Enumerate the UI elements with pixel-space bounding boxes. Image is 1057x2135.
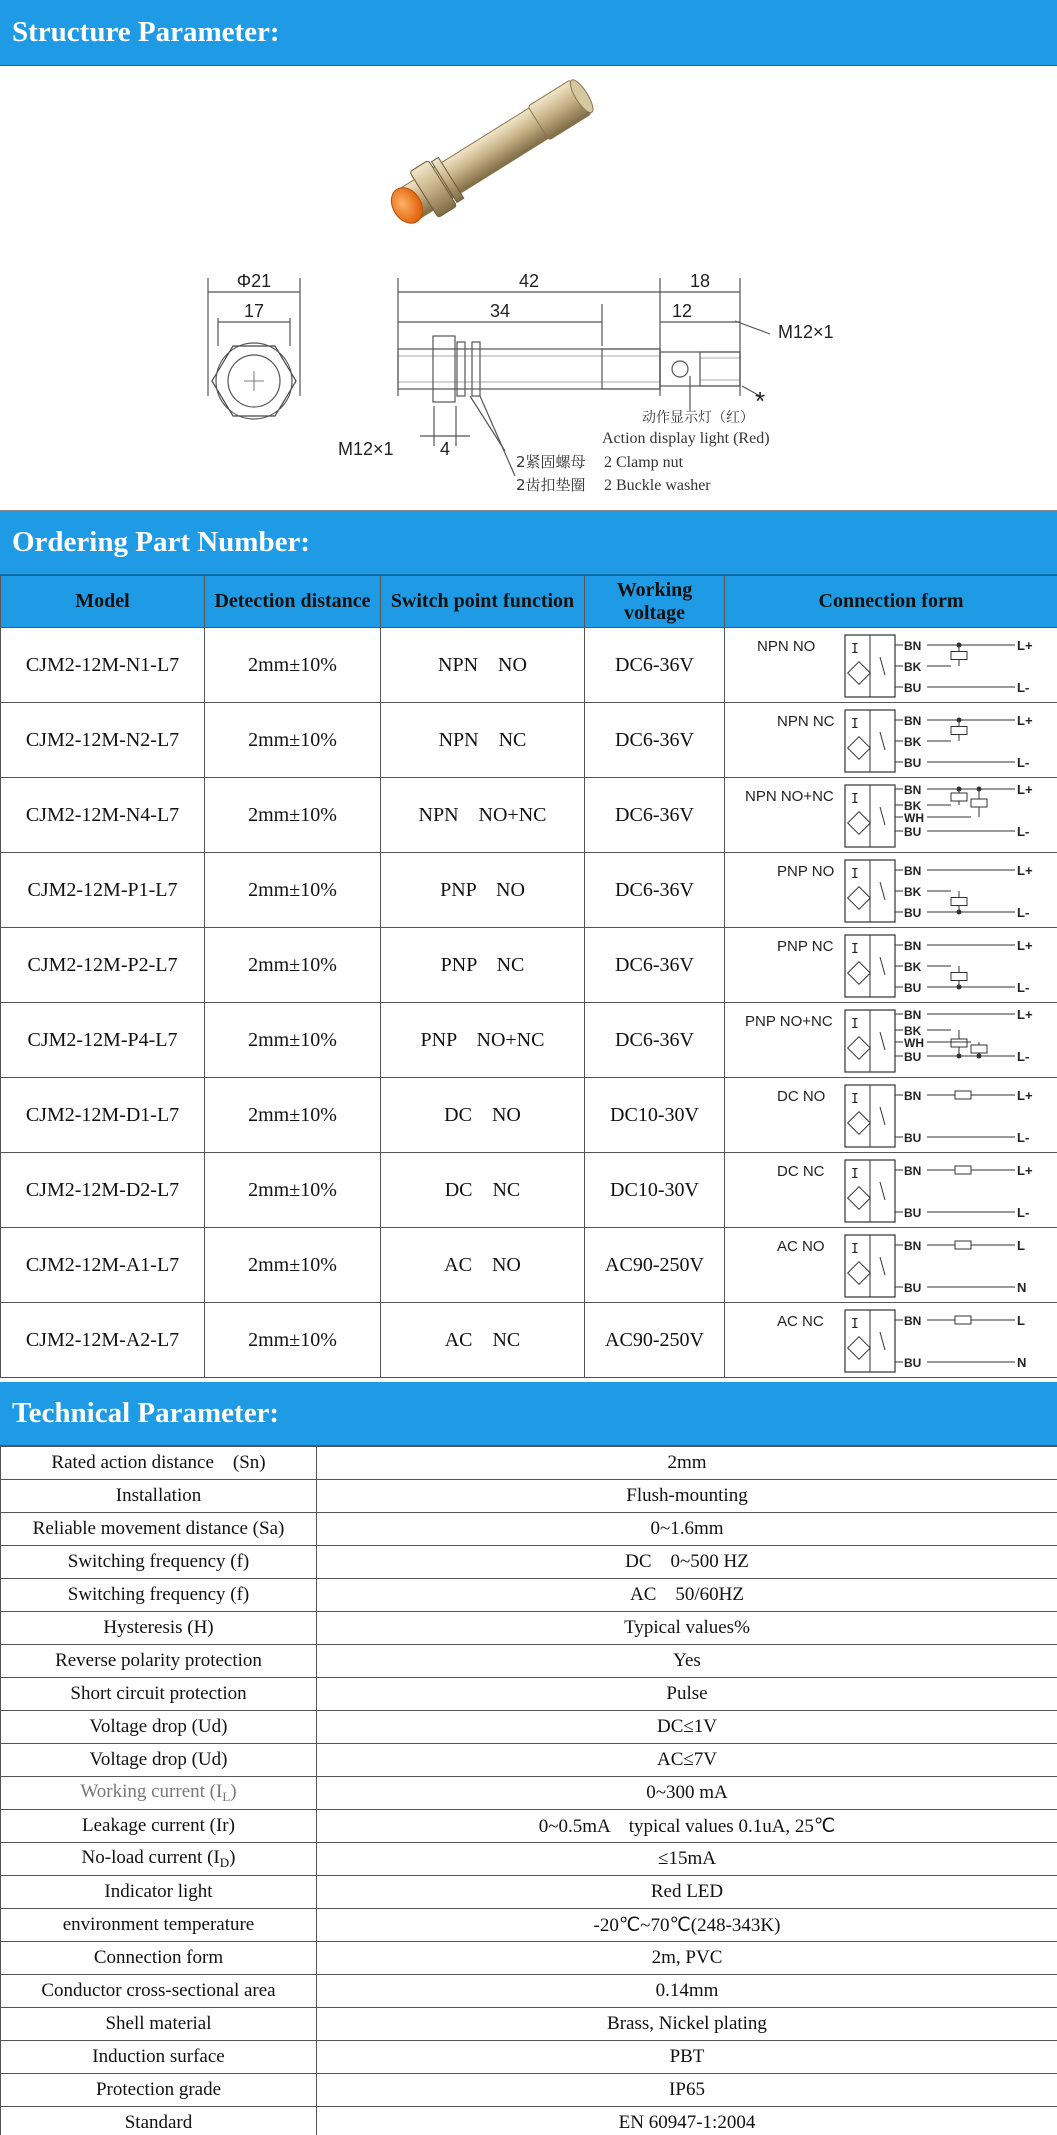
connection-diagram-cell <box>725 928 1057 1003</box>
col-detection-distance-header: Detection distance <box>205 576 381 628</box>
col-working-voltage-header: Working voltage <box>585 576 725 628</box>
param-value-cell: 2mm <box>317 1447 1057 1480</box>
model-cell: CJM2-12M-A2-L7 <box>1 1303 205 1378</box>
wire-label-bk: BK <box>904 659 922 674</box>
wire-label-bk: BK <box>904 1023 922 1038</box>
param-name-cell: Voltage drop (Ud) <box>1 1711 317 1744</box>
supply-minus-label: L- <box>1017 1048 1030 1064</box>
working-voltage-cell: DC10-30V <box>585 1078 725 1153</box>
washer-label-en: 2 Buckle washer <box>604 477 711 494</box>
col-model-header: Model <box>1 576 205 628</box>
param-name-cell: Standard <box>1 2107 317 2135</box>
diagram-i-mark: I <box>851 1016 859 1032</box>
model-cell: CJM2-12M-N4-L7 <box>1 778 205 853</box>
connection-diagram-cell <box>725 1303 1057 1378</box>
supply-minus-label: L- <box>1017 979 1030 995</box>
connection-diagram-cell <box>725 1228 1057 1303</box>
detection-distance-cell: 2mm±10% <box>205 628 381 703</box>
param-value-cell: ≤15mA <box>317 1843 1057 1876</box>
table-row <box>1 1942 1057 1975</box>
table-row <box>1 1909 1057 1942</box>
table-row <box>1 1153 1057 1228</box>
diagram-i-mark: I <box>851 941 859 957</box>
param-value-cell: Pulse <box>317 1678 1057 1711</box>
diagram-i-mark: I <box>851 791 859 807</box>
connection-diagram-cell <box>725 778 1057 853</box>
param-value-cell: PBT <box>317 2041 1057 2074</box>
table-row <box>1 1546 1057 1579</box>
supply-plus-label: L+ <box>1017 1006 1033 1022</box>
light-label-en: Action display light (Red) <box>602 430 770 447</box>
ordering-table <box>0 575 1057 1378</box>
diagram-i-mark: I <box>851 1166 859 1182</box>
table-row <box>1 2107 1057 2135</box>
supply-minus-label: L- <box>1017 679 1030 695</box>
switch-function-cell: PNP NC <box>381 928 585 1003</box>
supply-minus-label: N <box>1017 1354 1027 1370</box>
connection-diagram-cell <box>725 1003 1057 1078</box>
switch-function-cell: AC NO <box>381 1228 585 1303</box>
param-value-cell: DC≤1V <box>317 1711 1057 1744</box>
wiring-diagram <box>725 1304 1056 1377</box>
diagram-i-mark: I <box>851 716 859 732</box>
detection-distance-cell: 2mm±10% <box>205 1003 381 1078</box>
thread-right-label: M12×1 <box>778 322 834 342</box>
table-row <box>1 1975 1057 2008</box>
param-name-cell: Induction surface <box>1 2041 317 2074</box>
sensor-photo <box>381 70 601 236</box>
table-row <box>1 1579 1057 1612</box>
wire-label-bu: BU <box>904 1355 922 1370</box>
dim-total-length: 42 <box>518 271 540 291</box>
param-value-cell: Brass, Nickel plating <box>317 2008 1057 2041</box>
model-cell: CJM2-12M-N2-L7 <box>1 703 205 778</box>
param-value-cell: 0.14mm <box>317 1975 1057 2008</box>
connection-diagram-cell <box>725 703 1057 778</box>
working-voltage-cell: DC6-36V <box>585 778 725 853</box>
detection-distance-cell: 2mm±10% <box>205 1228 381 1303</box>
nut-label-cn: 2紧固螺母 <box>516 453 586 471</box>
param-name-cell: environment temperature <box>1 1909 317 1942</box>
model-cell: CJM2-12M-P2-L7 <box>1 928 205 1003</box>
dim-thread-length: 34 <box>489 301 511 321</box>
wire-label-bn: BN <box>904 782 922 797</box>
wire-label-bu: BU <box>904 680 922 695</box>
table-row <box>1 1480 1057 1513</box>
detection-distance-cell: 2mm±10% <box>205 1153 381 1228</box>
table-row <box>1 1711 1057 1744</box>
diagram-label: AC NO <box>777 1237 825 1255</box>
working-voltage-cell: DC6-36V <box>585 928 725 1003</box>
sensor-drawing <box>0 66 1057 511</box>
wire-label-bn: BN <box>904 863 922 878</box>
diagram-label: NPN NO+NC <box>745 787 834 805</box>
wire-label-bn: BN <box>904 1088 922 1103</box>
wire-label-bk: BK <box>904 959 922 974</box>
diagram-label: PNP NO <box>777 862 835 880</box>
supply-plus-label: L+ <box>1017 1087 1033 1103</box>
supply-plus-label: L+ <box>1017 637 1033 653</box>
wiring-diagram <box>725 1229 1056 1302</box>
dim-cap-length: 18 <box>689 271 711 291</box>
diagram-label: PNP NO+NC <box>745 1012 833 1030</box>
technical-parameter-title: Technical Parameter: <box>12 1397 280 1429</box>
switch-function-cell: DC NC <box>381 1153 585 1228</box>
table-row <box>1 1744 1057 1777</box>
wiring-diagram <box>725 854 1056 927</box>
dim-cap-thread-length: 12 <box>671 301 693 321</box>
wire-label-bk: BK <box>904 734 922 749</box>
wiring-diagram <box>725 779 1056 852</box>
detection-distance-cell: 2mm±10% <box>205 1303 381 1378</box>
connection-diagram-cell <box>725 1153 1057 1228</box>
table-row <box>1 1003 1057 1078</box>
param-name-cell: Hysteresis (H) <box>1 1612 317 1645</box>
param-name-cell <box>1 1777 317 1810</box>
supply-plus-label: L+ <box>1017 712 1033 728</box>
supply-plus-label: L <box>1017 1312 1025 1328</box>
wire-label-bn: BN <box>904 1163 922 1178</box>
diagram-label: DC NC <box>777 1162 825 1180</box>
supply-minus-label: L- <box>1017 904 1030 920</box>
detection-distance-cell: 2mm±10% <box>205 1078 381 1153</box>
param-name-cell: Short circuit protection <box>1 1678 317 1711</box>
thread-left-label: M12×1 <box>338 439 394 459</box>
wiring-diagram <box>725 704 1056 777</box>
wire-label-bu: BU <box>904 1205 922 1220</box>
param-name-cell: Shell material <box>1 2008 317 2041</box>
wire-label-wh: WH <box>904 810 924 825</box>
param-value-cell: Flush-mounting <box>317 1480 1057 1513</box>
param-name: Working current (I <box>80 1781 223 1802</box>
param-value-cell: Red LED <box>317 1876 1057 1909</box>
structure-parameter-title: Structure Parameter: <box>12 16 280 48</box>
nut-label-en: 2 Clamp nut <box>604 454 684 471</box>
table-row <box>1 1678 1057 1711</box>
table-row <box>1 1645 1057 1678</box>
param-name-end: ) <box>230 1781 237 1802</box>
structure-parameter-header <box>0 0 1057 66</box>
technical-parameter-header <box>0 1382 1057 1446</box>
table-row <box>1 1513 1057 1546</box>
switch-function-cell: NPN NO+NC <box>381 778 585 853</box>
diagram-i-mark: I <box>851 866 859 882</box>
param-name-cell: Protection grade <box>1 2074 317 2107</box>
working-voltage-cell: DC10-30V <box>585 1153 725 1228</box>
connection-diagram-cell <box>725 1078 1057 1153</box>
detection-distance-cell: 2mm±10% <box>205 928 381 1003</box>
diagram-i-mark: I <box>851 1316 859 1332</box>
model-cell: CJM2-12M-P4-L7 <box>1 1003 205 1078</box>
detection-distance-cell: 2mm±10% <box>205 778 381 853</box>
technical-table <box>0 1446 1057 2135</box>
wire-label-bn: BN <box>904 938 922 953</box>
param-name-cell: Indicator light <box>1 1876 317 1909</box>
wiring-diagram <box>725 1154 1056 1227</box>
diagram-label: AC NC <box>777 1312 824 1330</box>
table-row <box>1 778 1057 853</box>
ordering-header-row <box>1 576 1057 628</box>
supply-plus-label: L+ <box>1017 781 1033 797</box>
wire-label-bu: BU <box>904 980 922 995</box>
switch-function-cell: DC NO <box>381 1078 585 1153</box>
supply-plus-label: L+ <box>1017 862 1033 878</box>
wire-label-bn: BN <box>904 713 922 728</box>
wire-label-bu: BU <box>904 755 922 770</box>
param-name-end: ) <box>229 1847 236 1868</box>
param-value-cell: 0~1.6mm <box>317 1513 1057 1546</box>
diagram-label: PNP NC <box>777 937 834 955</box>
param-value-cell: 2m, PVC <box>317 1942 1057 1975</box>
switch-function-cell: AC NC <box>381 1303 585 1378</box>
table-row <box>1 1078 1057 1153</box>
switch-function-cell: PNP NO+NC <box>381 1003 585 1078</box>
working-voltage-cell: DC6-36V <box>585 853 725 928</box>
wire-label-bn: BN <box>904 1313 922 1328</box>
wire-label-wh: WH <box>904 1035 924 1050</box>
supply-minus-label: L- <box>1017 1129 1030 1145</box>
model-cell: CJM2-12M-D2-L7 <box>1 1153 205 1228</box>
param-name-cell: Switching frequency (f) <box>1 1579 317 1612</box>
table-row <box>1 2041 1057 2074</box>
param-name-cell: Voltage drop (Ud) <box>1 1744 317 1777</box>
param-name-cell <box>1 1843 317 1876</box>
switch-function-cell: PNP NO <box>381 853 585 928</box>
param-name: No-load current (I <box>81 1847 220 1868</box>
connection-diagram-cell <box>725 853 1057 928</box>
param-value-cell: -20℃~70℃(248-343K) <box>317 1909 1057 1942</box>
wiring-diagram <box>725 629 1056 702</box>
switch-function-cell: NPN NC <box>381 703 585 778</box>
table-row <box>1 1303 1057 1378</box>
param-value-cell: Yes <box>317 1645 1057 1678</box>
param-name-cell: Installation <box>1 1480 317 1513</box>
detection-distance-cell: 2mm±10% <box>205 703 381 778</box>
table-row <box>1 1810 1057 1843</box>
param-name-cell: Switching frequency (f) <box>1 1546 317 1579</box>
wire-label-bn: BN <box>904 638 922 653</box>
param-subscript: L <box>222 1789 231 1804</box>
table-row <box>1 1876 1057 1909</box>
working-voltage-cell: AC90-250V <box>585 1303 725 1378</box>
supply-plus-label: L+ <box>1017 1162 1033 1178</box>
param-value-cell: DC 0~500 HZ <box>317 1546 1057 1579</box>
wire-label-bu: BU <box>904 824 922 839</box>
diagram-i-mark: I <box>851 1091 859 1107</box>
wiring-diagram <box>725 1004 1056 1077</box>
connection-diagram-cell <box>725 628 1057 703</box>
model-cell: CJM2-12M-N1-L7 <box>1 628 205 703</box>
param-name-cell: Reliable movement distance (Sa) <box>1 1513 317 1546</box>
param-value-cell: AC≤7V <box>317 1744 1057 1777</box>
model-cell: CJM2-12M-P1-L7 <box>1 853 205 928</box>
wire-label-bu: BU <box>904 1049 922 1064</box>
table-row <box>1 1612 1057 1645</box>
working-voltage-cell: DC6-36V <box>585 628 725 703</box>
supply-plus-label: L+ <box>1017 937 1033 953</box>
supply-minus-label: L- <box>1017 823 1030 839</box>
param-value-cell: 0~300 mA <box>317 1777 1057 1810</box>
param-value-cell: Typical values% <box>317 1612 1057 1645</box>
switch-function-cell: NPN NO <box>381 628 585 703</box>
asterisk-mark: * <box>755 386 766 416</box>
param-name-cell: Leakage current (Ir) <box>1 1810 317 1843</box>
wire-label-bk: BK <box>904 884 922 899</box>
table-row <box>1 628 1057 703</box>
working-voltage-cell: DC6-36V <box>585 1003 725 1078</box>
table-row <box>1 853 1057 928</box>
wire-label-bk: BK <box>904 798 922 813</box>
dim-inner: 17 <box>243 301 265 321</box>
table-row <box>1 2008 1057 2041</box>
model-cell: CJM2-12M-A1-L7 <box>1 1228 205 1303</box>
dim-nut-width: 4 <box>439 439 451 459</box>
param-value-cell: IP65 <box>317 2074 1057 2107</box>
diagram-label: NPN NO <box>757 637 816 655</box>
table-row <box>1 1843 1057 1876</box>
param-subscript: D <box>219 1855 230 1870</box>
col-switch-function-header: Switch point function <box>381 576 585 628</box>
supply-plus-label: L <box>1017 1237 1025 1253</box>
wire-label-bn: BN <box>904 1238 922 1253</box>
table-row <box>1 1777 1057 1810</box>
table-row <box>1 2074 1057 2107</box>
param-value-cell: AC 50/60HZ <box>317 1579 1057 1612</box>
param-name-cell: Conductor cross-sectional area <box>1 1975 317 2008</box>
ordering-part-number-header <box>0 511 1057 575</box>
col-connection-form-header: Connection form <box>725 576 1057 628</box>
supply-minus-label: L- <box>1017 754 1030 770</box>
supply-minus-label: N <box>1017 1279 1027 1295</box>
diagram-label: NPN NC <box>777 712 835 730</box>
light-label-cn: 动作显示灯（红） <box>642 410 754 426</box>
wire-label-bu: BU <box>904 1280 922 1295</box>
wire-label-bu: BU <box>904 905 922 920</box>
diagram-label: DC NO <box>777 1087 826 1105</box>
wire-label-bn: BN <box>904 1007 922 1022</box>
structure-drawing-area <box>0 66 1057 511</box>
wiring-diagram <box>725 1079 1056 1152</box>
param-value-cell: 0~0.5mA typical values 0.1uA, 25℃ <box>317 1810 1057 1843</box>
dim-outer-diameter: Φ21 <box>236 271 272 291</box>
washer-label-cn: 2齿扣垫圈 <box>516 476 586 494</box>
param-value-cell: EN 60947-1:2004 <box>317 2107 1057 2135</box>
table-row <box>1 1447 1057 1480</box>
diagram-i-mark: I <box>851 641 859 657</box>
working-voltage-cell: DC6-36V <box>585 703 725 778</box>
param-name-cell: Rated action distance (Sn) <box>1 1447 317 1480</box>
wiring-diagram <box>725 929 1056 1002</box>
wire-label-bu: BU <box>904 1130 922 1145</box>
param-name-cell: Reverse polarity protection <box>1 1645 317 1678</box>
model-cell: CJM2-12M-D1-L7 <box>1 1078 205 1153</box>
front-view <box>208 278 300 419</box>
working-voltage-cell: AC90-250V <box>585 1228 725 1303</box>
diagram-i-mark: I <box>851 1241 859 1257</box>
table-row <box>1 928 1057 1003</box>
table-row <box>1 1228 1057 1303</box>
table-row <box>1 703 1057 778</box>
ordering-part-number-title: Ordering Part Number: <box>12 526 310 558</box>
param-name-cell: Connection form <box>1 1942 317 1975</box>
supply-minus-label: L- <box>1017 1204 1030 1220</box>
detection-distance-cell: 2mm±10% <box>205 853 381 928</box>
